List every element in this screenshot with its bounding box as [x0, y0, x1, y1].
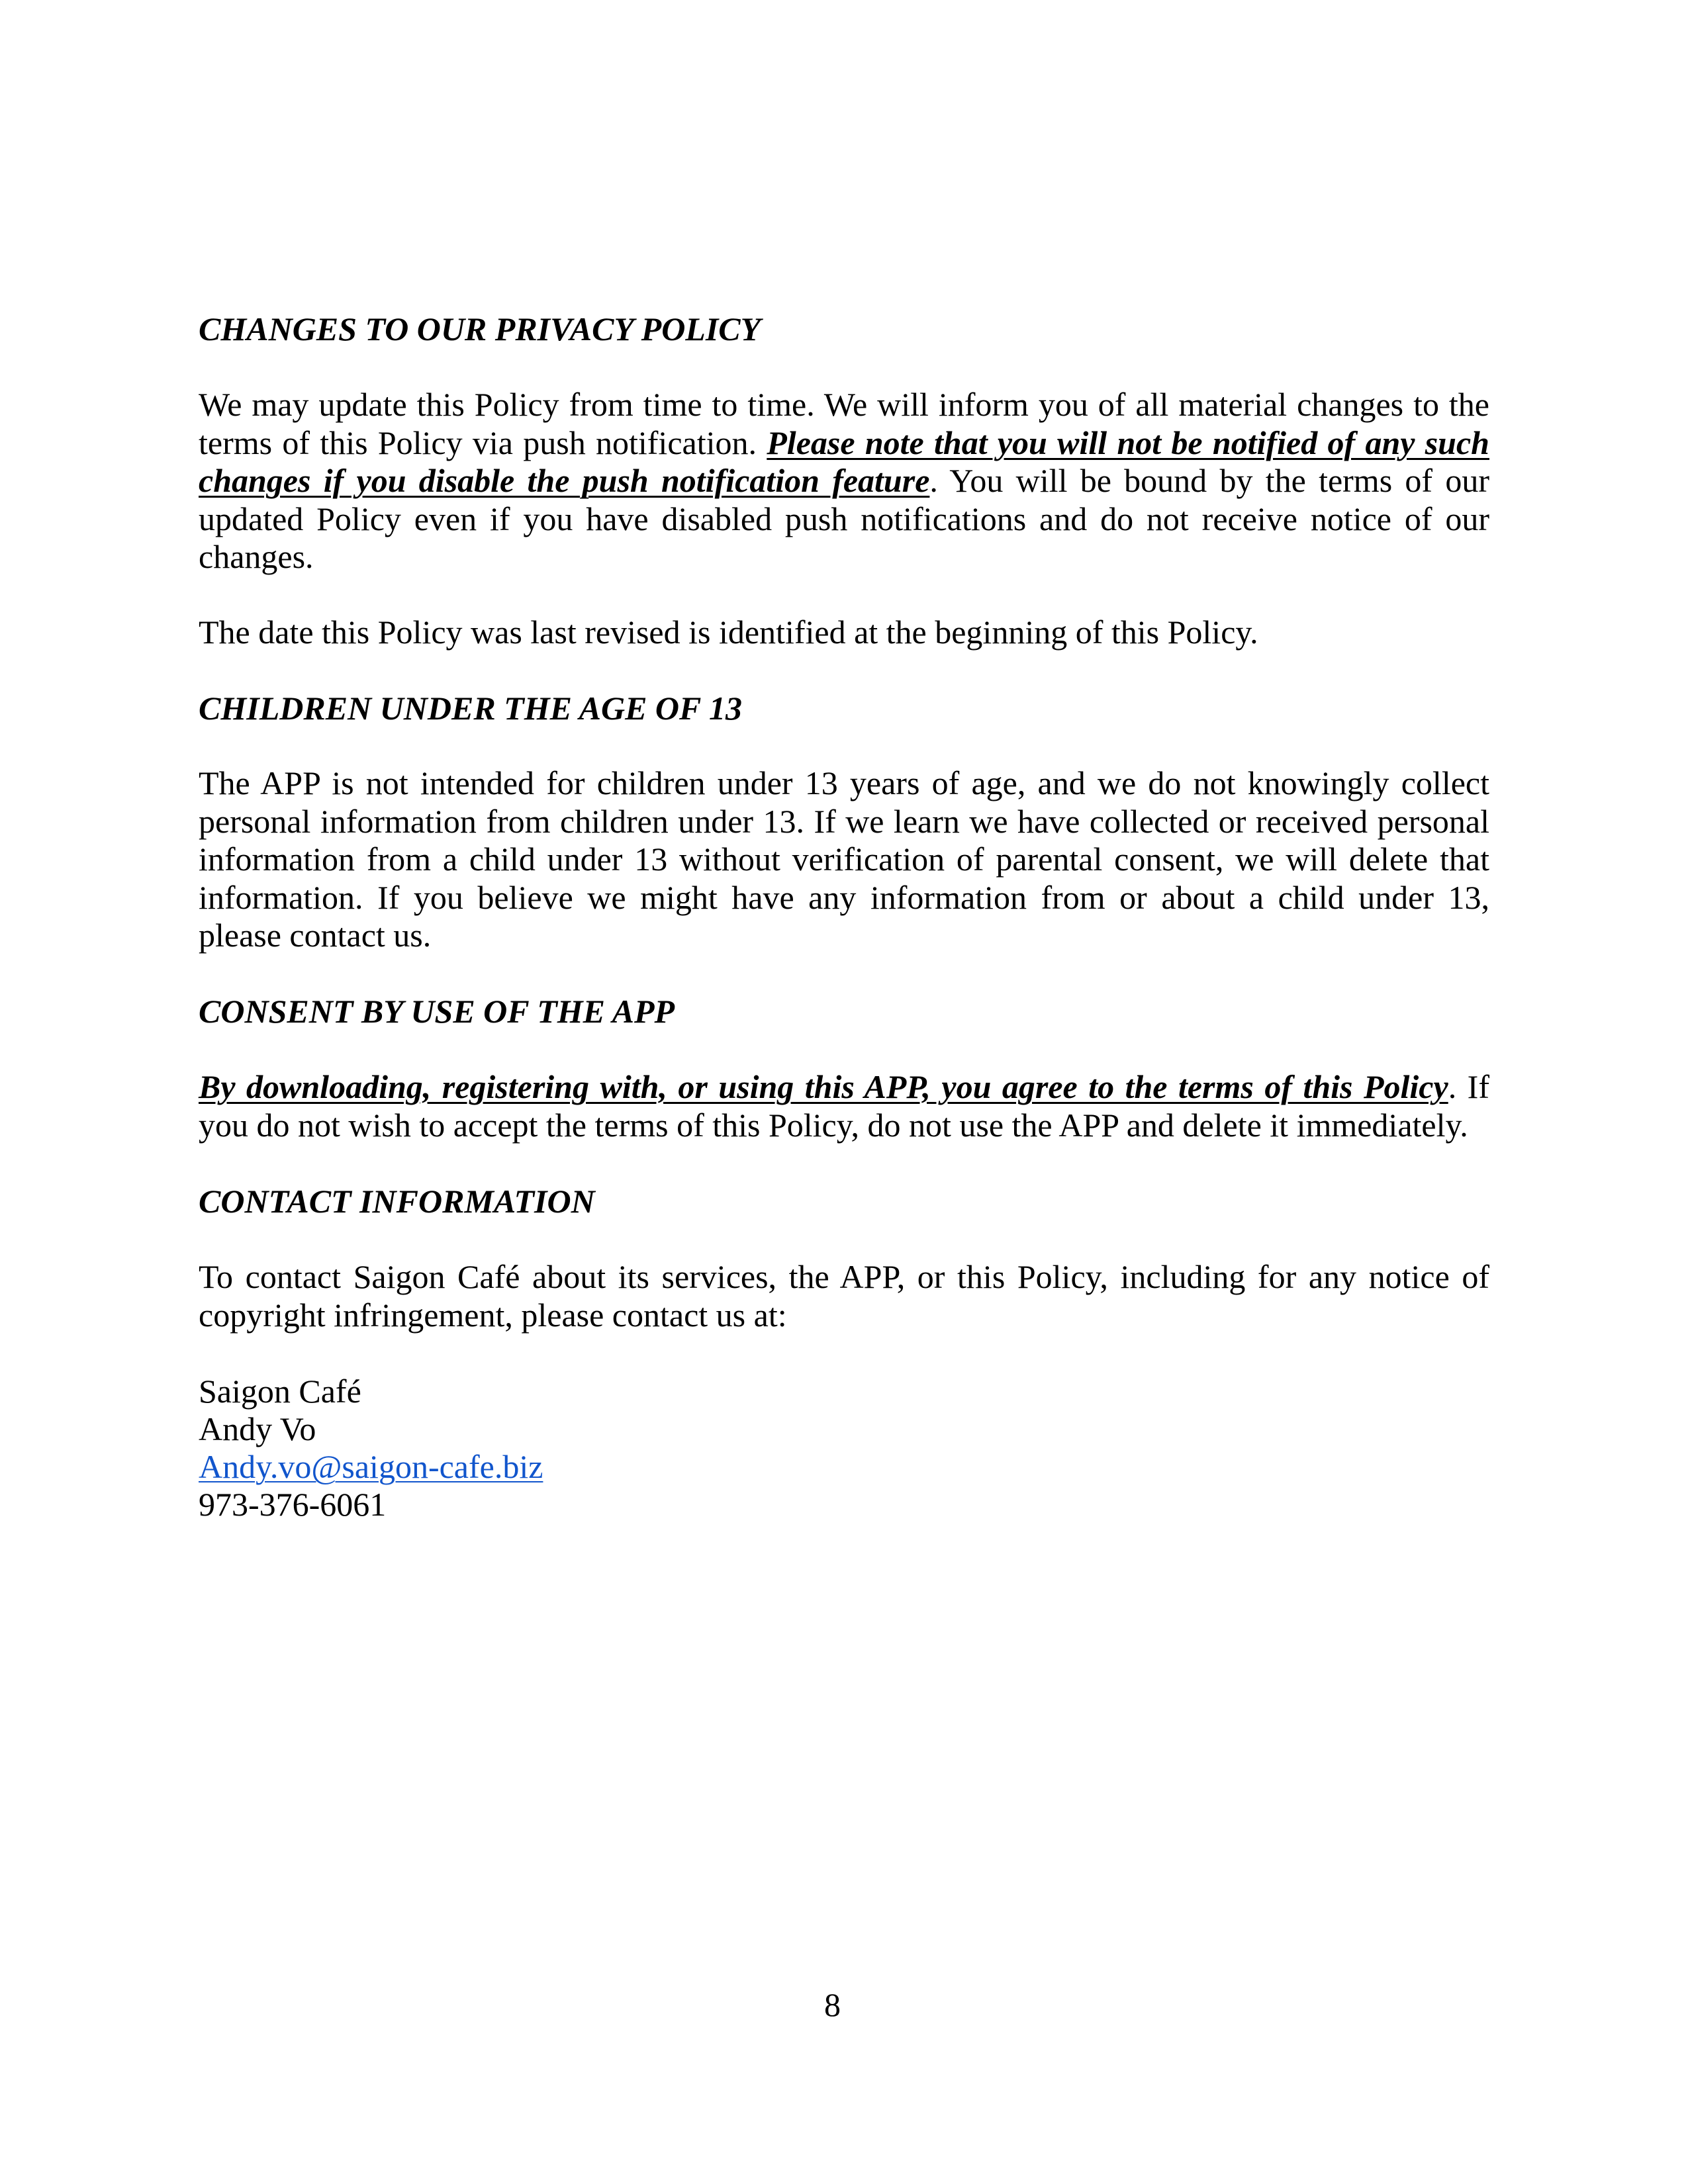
changes-heading: CHANGES TO OUR PRIVACY POLICY: [199, 310, 761, 347]
contact-heading: CONTACT INFORMATION: [199, 1183, 595, 1220]
document-page: [199, 0, 1489, 2184]
consent-heading: CONSENT BY USE OF THE APP: [199, 993, 675, 1030]
children-heading: CHILDREN UNDER THE AGE OF 13: [199, 690, 742, 727]
contact-phone: 973-376-6061: [199, 1486, 387, 1523]
changes-text-end: . You will be bound by the terms of our updated Policy even if you have disabled push notifications and do not receive notice of our changes.: [199, 462, 1489, 575]
consent-paragraph: [199, 1068, 1489, 1144]
contact-name: Andy Vo: [199, 1410, 316, 1447]
consent-text-end: . If you do not wish to accept the terms of this Policy, do not use the APP and delete it immediately.: [199, 1068, 1489, 1144]
changes-text-start: We may update this Policy from time to time. We will inform you of all material changes to the terms of this Policy via push notification.: [199, 386, 1489, 461]
contact-paragraph: To contact Saigon Café about its services, the APP, or this Policy, including for any notice of copyright infringement, please contact us at:: [199, 1258, 1489, 1334]
changes-notice-emphasis: Please note that you will not be notified of any such changes if you disable the push notification feature: [199, 424, 1489, 499]
contact-email-link[interactable]: Andy.vo@saigon-cafe.biz: [199, 1448, 543, 1485]
changes-paragraph: [199, 386, 1489, 576]
consent-emphasis: By downloading, registering with, or using this APP, you agree to the terms of this Policy: [199, 1068, 1448, 1105]
contact-company: Saigon Café: [199, 1373, 361, 1410]
revision-date-paragraph: The date this Policy was last revised is identified at the beginning of this Policy.: [199, 614, 1258, 651]
page-number: 8: [824, 1986, 841, 2023]
children-paragraph: The APP is not intended for children under 13 years of age, and we do not knowingly collect personal information from children under 13. If we learn we have collected or received personal information from a child under 13 without verification of parental consent, we will delete that information. If you believe we might have any information from or about a child under 13, please contact us.: [199, 764, 1489, 954]
contact-email-line: [199, 1447, 543, 1486]
